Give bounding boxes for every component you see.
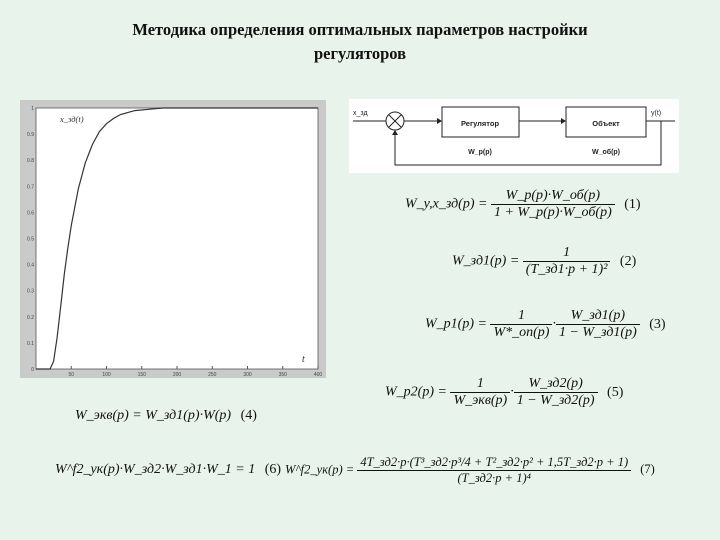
formula-4-tag: (4) xyxy=(240,408,257,423)
y-tick-label: 0.3 xyxy=(27,288,34,295)
formula-5-lhs: W_р2(p) = xyxy=(385,384,447,400)
formula-3-denominator-b: 1 − W_зд1(p) xyxy=(558,325,637,340)
object-label: Объект xyxy=(592,119,620,128)
y-tick-label: 0.2 xyxy=(27,314,34,321)
y-tick-label: 0.4 xyxy=(27,262,34,269)
formula-1-lhs: W_y,x_зд(p) = xyxy=(405,196,488,212)
title-line-2: регуляторов xyxy=(313,44,407,63)
plot-area xyxy=(36,108,318,369)
y-tick-group xyxy=(27,106,34,373)
input-label: x_зд xyxy=(353,110,368,117)
formula-6 xyxy=(55,462,281,478)
formula-3-tag: (3) xyxy=(649,316,666,332)
formula-1 xyxy=(405,188,641,221)
formula-2-fraction xyxy=(523,245,611,278)
formula-1-fraction xyxy=(491,188,615,221)
formula-2-lhs: W_зд1(p) = xyxy=(452,253,520,269)
formula-5-fraction-b xyxy=(514,376,598,409)
formula-6-tag: (6) xyxy=(264,462,282,477)
formula-3-fraction-a xyxy=(490,308,552,341)
y-tick-label: 0 xyxy=(31,367,34,373)
arrowhead-object xyxy=(561,118,566,124)
y-tick-label: 0.8 xyxy=(27,158,34,165)
formula-2-denominator: (T_зд1·p + 1)² xyxy=(525,262,608,277)
formula-3-numerator-a: 1 xyxy=(490,308,552,325)
formula-2-tag: (2) xyxy=(619,253,637,269)
formula-2 xyxy=(452,245,636,278)
output-label: y(t) xyxy=(651,110,662,117)
x-tick-label: 200 xyxy=(172,372,182,378)
formula-5-denominator-a: W_экв(p) xyxy=(453,393,508,408)
formula-4-text: W_экв(p) = W_зд1(p)·W(p) xyxy=(75,408,232,423)
y-tick-label: 0.7 xyxy=(27,184,34,191)
formula-7-tag: (7) xyxy=(640,462,655,477)
formula-7-denominator: (T_зд2·p + 1)⁴ xyxy=(457,471,531,485)
formula-1-tag: (1) xyxy=(624,196,641,212)
formula-7-lhs: W^f2_ук(p) = xyxy=(285,462,355,477)
regulator-label: Регулятор xyxy=(460,119,500,128)
formula-5-denominator-b: 1 − W_зд2(p) xyxy=(516,393,595,408)
object-tf: W_об(p) xyxy=(591,149,621,156)
arrowhead-feedback xyxy=(392,130,398,135)
formula-5-numerator-b: W_зд2(p) xyxy=(514,376,598,393)
formula-7-numerator: 4T_зд2·p·(T³_зд2·p³/4 + T²_зд2·p² + 1,5T_зд2·p + 1) xyxy=(357,455,631,471)
formula-3-denominator-a: W*_оп(p) xyxy=(493,325,550,340)
formula-3: W_р1(p) = $\frac{1}{W*\_оп(p)}$ · $\frac{W\_зд1(p)}{1 - W\_зд1(p)}$ (3) xyxy=(425,308,666,340)
formula-5-numerator-a: 1 xyxy=(450,376,510,393)
curve-label: x_зд(t) xyxy=(60,114,84,124)
formula-2-numerator: 1 xyxy=(523,245,611,262)
x-axis-label: t xyxy=(302,354,305,365)
formula-3-numerator-b: W_зд1(p) xyxy=(556,308,640,325)
x-tick-label: 300 xyxy=(243,372,252,378)
y-tick-label: 0.1 xyxy=(27,340,34,347)
y-tick-label: 0.6 xyxy=(27,210,34,217)
formula-4 xyxy=(75,408,257,424)
formula-6-text: W^f2_ук(p)·W_зд2·W_зд1·W_1 = 1 xyxy=(55,462,256,477)
formula-3-fraction-b xyxy=(556,308,640,341)
y-tick-label: 1 xyxy=(31,106,34,112)
formula-3-lhs: W_р1(p) = xyxy=(425,316,487,332)
y-tick-label: 0.9 xyxy=(27,132,34,139)
step-response-plot xyxy=(20,100,326,378)
plot-svg xyxy=(20,100,326,378)
x-tick-label: 150 xyxy=(137,372,146,378)
block-diagram-svg xyxy=(349,99,679,173)
regulator-tf: W_р(p) xyxy=(468,149,492,156)
formula-5-fraction-a xyxy=(450,376,510,409)
x-tick-label: 400 xyxy=(313,372,323,378)
y-tick-label: 0.5 xyxy=(27,236,34,243)
x-tick-label: 350 xyxy=(278,372,287,378)
arrowhead-regulator xyxy=(437,118,442,124)
x-tick-label: 50 xyxy=(68,372,75,378)
formula-1-denominator: 1 + W_p(p)·W_об(p) xyxy=(493,205,612,220)
block-diagram xyxy=(349,99,679,173)
formula-5: W_р2(p) = $\frac{1}{\text{W\_экв(p)}}$ · $\frac{W\_зд2(p)}{1 - W\_зд2(p)}$ (5) xyxy=(385,376,624,408)
x-tick-label: 100 xyxy=(102,372,111,378)
formula-7 xyxy=(285,455,655,486)
title-line-1: Методика определения оптимальных параметров настройки xyxy=(132,20,588,39)
formula-5-tag: (5) xyxy=(607,384,624,400)
formula-1-numerator: W_p(p)·W_об(p) xyxy=(491,188,615,205)
x-tick-label: 250 xyxy=(208,372,217,378)
formula-7-fraction xyxy=(357,455,631,486)
slide-title xyxy=(40,18,680,66)
